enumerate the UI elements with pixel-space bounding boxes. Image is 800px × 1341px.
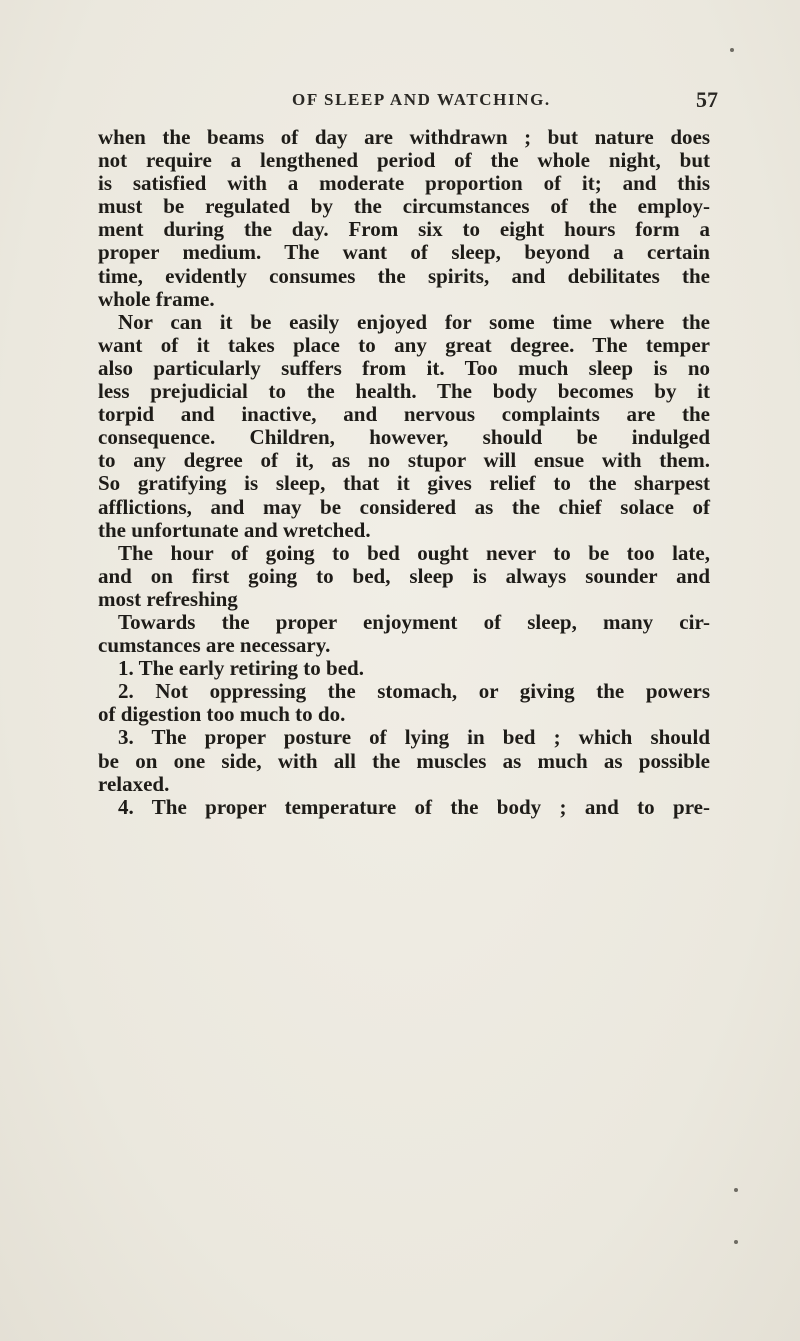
text-line: is satisfied with a moderate proportion of it; and this (98, 171, 710, 196)
text-line: time, evidently consumes the spirits, and debilitates the (98, 263, 710, 288)
text-line: to any degree of it, as no stupor will ensue with them. (98, 448, 710, 473)
text-line: when the beams of day are withdrawn ; but nature does (98, 125, 710, 149)
text-line: most refreshing (98, 586, 238, 611)
text-line: the unfortunate and wretched. (98, 517, 371, 542)
text-line: less prejudicial to the health. The body becomes by it (98, 379, 710, 404)
text-line: Towards the proper enjoyment of sleep, many cir- (118, 609, 710, 634)
text-line: cumstances are necessary. (98, 633, 331, 658)
page-header (0, 87, 800, 120)
paper-speck (730, 48, 734, 52)
text-line: of digestion too much to do. (98, 702, 346, 727)
text-line: proper medium. The want of sleep, beyond a certain (98, 240, 710, 265)
text-line: So gratifying is sleep, that it gives relief to the sharpest (98, 471, 710, 496)
page-number: 57 (696, 87, 718, 112)
text-line: The hour of going to bed ought never to be too late, (118, 540, 710, 565)
text-line: and on first going to bed, sleep is always sounder and (98, 563, 710, 588)
text-line: ment during the day. From six to eight hours form a (98, 217, 710, 242)
list-item: 3. The proper posture of lying in bed ; which should (118, 725, 710, 750)
list-item: 4. The proper temperature of the body ; and to pre- (118, 794, 710, 819)
text-line: consequence. Children, however, should be indulged (98, 425, 710, 450)
text-line: also particularly suffers from it. Too much sleep is no (98, 355, 710, 380)
text-line: be on one side, with all the muscles as much as possible (98, 748, 710, 773)
text-line: Nor can it be easily enjoyed for some time where the (118, 309, 710, 334)
text-line: whole frame. (98, 286, 215, 311)
list-item: 2. Not oppressing the stomach, or giving the powers (118, 679, 710, 704)
text-line: torpid and inactive, and nervous complaints are the (98, 402, 710, 427)
body-text (98, 126, 710, 819)
text-line: want of it takes place to any great degree. The temper (98, 332, 710, 357)
text-line: afflictions, and may be considered as the chief solace of (98, 494, 710, 519)
running-head: OF SLEEP AND WATCHING. (292, 90, 551, 109)
paper-speck (734, 1240, 738, 1244)
text-line: relaxed. (98, 771, 170, 796)
text-line: not require a lengthened period of the whole night, but (98, 148, 710, 173)
text-line: must be regulated by the circumstances of the employ- (98, 194, 710, 219)
list-item: 1. The early retiring to bed. (118, 656, 364, 681)
paper-speck (734, 1188, 738, 1192)
